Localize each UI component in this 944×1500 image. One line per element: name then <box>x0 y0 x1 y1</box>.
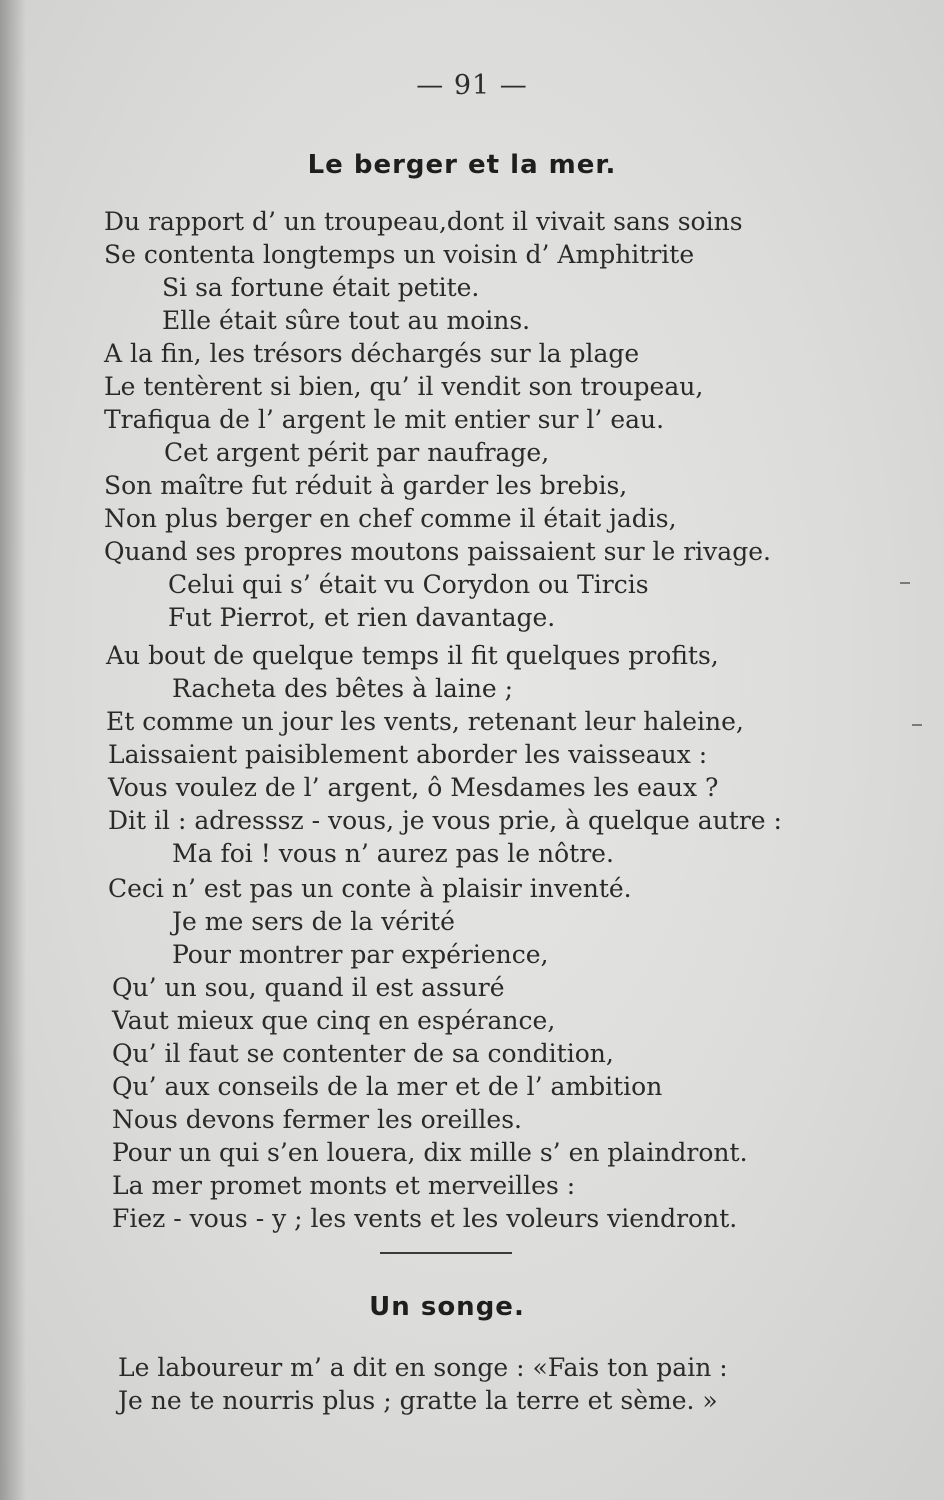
poem-line: Pour montrer par expérience, <box>172 940 549 969</box>
poem-line: Fut Pierrot, et rien davantage. <box>168 603 556 632</box>
poem-line: Au bout de quelque temps il fit quelques profits, <box>106 641 719 670</box>
poem-line: Elle était sûre tout au moins. <box>162 306 531 335</box>
poem-line: Trafiqua de l’ argent le mit entier sur l’ eau. <box>104 405 665 434</box>
poem-line: Ceci n’ est pas un conte à plaisir inventé. <box>108 874 632 903</box>
binding-shadow <box>0 0 26 1500</box>
poem-line: Se contenta longtemps un voisin d’ Amphitrite <box>104 240 695 269</box>
poem-line: Celui qui s’ était vu Corydon ou Tircis <box>168 570 649 599</box>
poem-line: La mer promet monts et merveilles : <box>112 1171 576 1200</box>
poem-line: Laissaient paisiblement aborder les vaisseaux : <box>108 740 708 769</box>
poem-line: Nous devons fermer les oreilles. <box>112 1105 522 1134</box>
poem-line: Et comme un jour les vents, retenant leur haleine, <box>106 707 744 736</box>
section-divider <box>380 1252 512 1254</box>
poem-line: Racheta des bêtes à laine ; <box>172 674 514 703</box>
poem-line: Du rapport d’ un troupeau,dont il vivait sans soins <box>104 207 743 236</box>
poem-line: Pour un qui s’en louera, dix mille s’ en plaindront. <box>112 1138 748 1167</box>
poem-line: Ma foi ! vous n’ aurez pas le nôtre. <box>172 839 614 868</box>
stray-mark <box>912 724 922 726</box>
poem-title: Le berger et la mer. <box>307 150 617 180</box>
poem-line: Son maître fut réduit à garder les brebis, <box>104 471 628 500</box>
poem-line: Si sa fortune était petite. <box>162 273 480 302</box>
poem-line: Qu’ un sou, quand il est assuré <box>112 973 505 1002</box>
stray-mark <box>900 582 910 584</box>
poem-line: Qu’ aux conseils de la mer et de l’ ambition <box>112 1072 663 1101</box>
poem-line: Cet argent périt par naufrage, <box>164 438 550 467</box>
poem-line: Le laboureur m’ a dit en songe : «Fais ton pain : <box>118 1353 728 1382</box>
poem-line: Non plus berger en chef comme il était jadis, <box>104 504 677 533</box>
poem-line: Dit il : adresssz - vous, je vous prie, à quelque autre : <box>108 806 782 835</box>
poem-line: Vous voulez de l’ argent, ô Mesdames les eaux ? <box>108 773 719 802</box>
poem-line: Je ne te nourris plus ; gratte la terre et sème. » <box>118 1386 718 1415</box>
poem-title: Un songe. <box>369 1292 525 1322</box>
poem-line: Quand ses propres moutons paissaient sur le rivage. <box>104 537 771 566</box>
poem-line: Fiez - vous - y ; les vents et les voleurs viendront. <box>112 1204 738 1233</box>
poem-line: Je me sers de la vérité <box>172 907 455 936</box>
page-number: — 91 — <box>416 70 528 101</box>
poem-line: Le tentèrent si bien, qu’ il vendit son troupeau, <box>104 372 704 401</box>
poem-line: A la fin, les trésors déchargés sur la plage <box>104 339 640 368</box>
poem-line: Qu’ il faut se contenter de sa condition, <box>112 1039 614 1068</box>
poem-line: Vaut mieux que cinq en espérance, <box>112 1006 556 1035</box>
